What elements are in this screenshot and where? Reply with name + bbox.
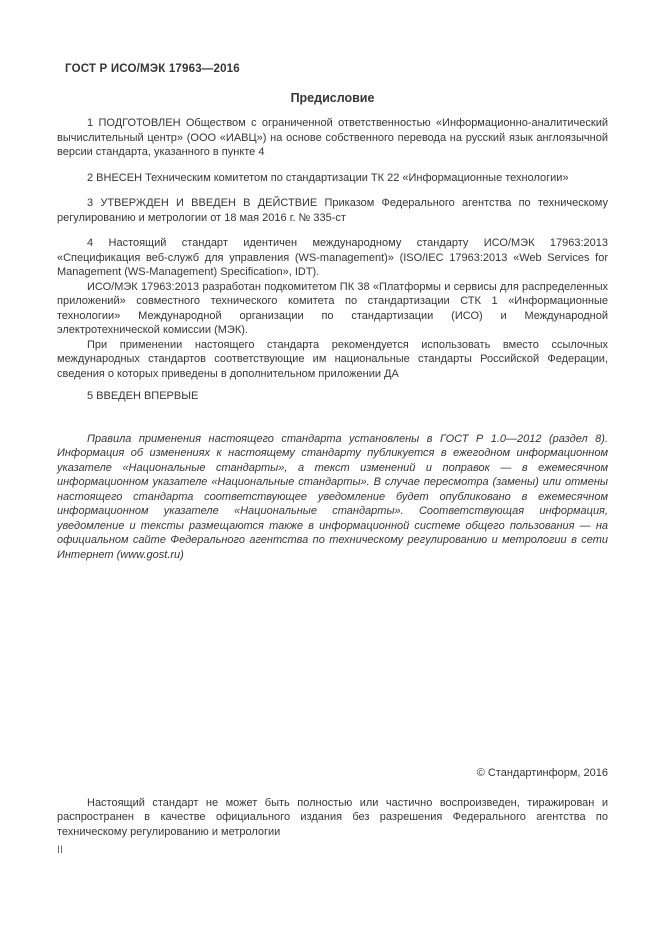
foreword-paragraph-1: 1 ПОДГОТОВЛЕН Обществом с ограниченной ответственностью «Информационно-аналитический вычислительный центр» (ООО «ИАВЦ») на основе собственного перевода на русский язык англоязычной версии стандарта, указанного в пункте 4	[57, 117, 608, 158]
foreword-paragraph-4-recommendation: При применении настоящего стандарта рекомендуется использовать вместо ссылочных международных стандартов соответствующие им национальные стандарты Российской Федерации, сведения о которых приведены в дополнительном приложении ДА	[57, 338, 608, 380]
copyright-notice: © Стандартинформ, 2016	[476, 767, 608, 779]
reproduction-notice: Настоящий стандарт не может быть полностью или частично воспроизведен, тиражирован и распространен в качестве официального издания без разрешения Федерального агентства по техническому регулированию и метрологии	[57, 796, 608, 838]
foreword-paragraph-4-continuation: ИСО/МЭК 17963:2013 разработан подкомитетом ПК 38 «Платформы и сервисы для распределенных приложений» совместного технического комитета по стандартизации СТК 1 «Информационные технологии» Международной организации по стандартизации (ИСО) и Международной электротехнической комиссии (МЭК).	[57, 280, 608, 336]
foreword-paragraph-3: 3 УТВЕРЖДЕН И ВВЕДЕН В ДЕЙСТВИЕ Приказом Федерального агентства по техническому регулированию и метрологии от 18 мая 2016 г. № 335-ст	[57, 197, 608, 224]
foreword-paragraph-4: 4 Настоящий стандарт идентичен международному стандарту ИСО/МЭК 17963:2013 «Спецификация веб-служб для управления (WS-management)» (ISO/IEC 17963:2013 «Web Services for Management (WS-Management) Specification», IDT).	[57, 237, 608, 278]
page-title: Предисловие	[290, 90, 375, 105]
running-head: ГОСТ Р ИСО/МЭК 17963—2016	[65, 63, 240, 75]
foreword-paragraph-2: 2 ВНЕСЕН Техническим комитетом по стандартизации ТК 22 «Информационные технологии»	[87, 171, 569, 184]
legal-notice: Правила применения настоящего стандарта установлены в ГОСТ Р 1.0—2012 (раздел 8). Информация об изменениях к настоящему стандарту публикуется в ежегодном информационном указателе «Национальные стандарты», а текст изменений и поправок — в ежемесячном информационном указателе «Национальные стандарты». В случае пересмотра (замены) или отмены настоящего стандарта соответствующее уведомление будет опубликовано в ежемесячном информационном указателе «Национальные стандарты». Соответствующая информация, уведомление и тексты размещаются также в информационной системе общего пользования — на официальном сайте Федерального агентства по техническому регулированию и метрологии в сети Интернет (www.gost.ru)	[57, 432, 608, 561]
page-number: II	[57, 844, 64, 856]
foreword-paragraph-5: 5 ВВЕДЕН ВПЕРВЫЕ	[87, 390, 199, 402]
